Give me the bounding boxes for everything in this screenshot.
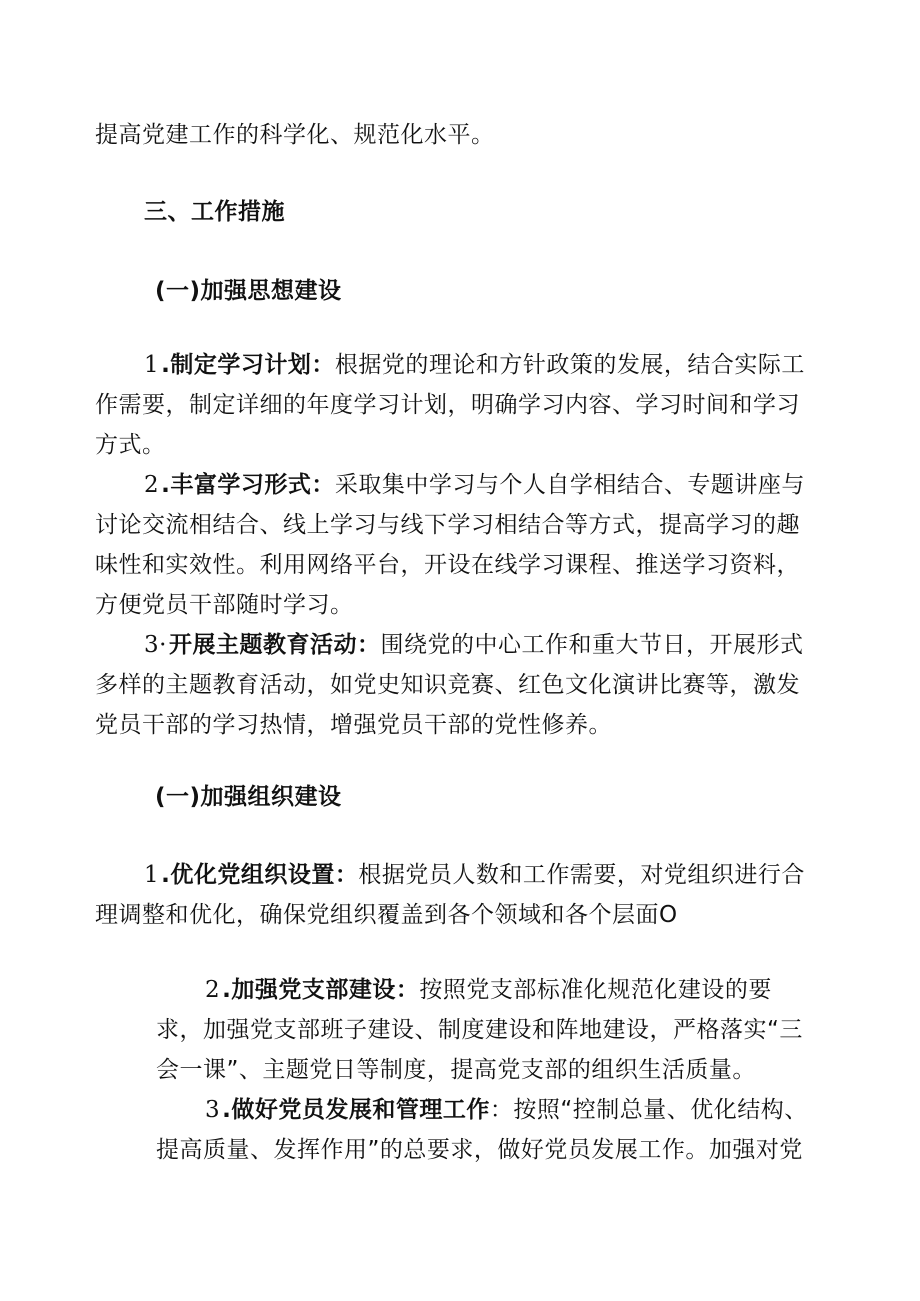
item-title: 开展主题教育活动：	[168, 632, 381, 658]
item-text: ：按照“控制总量、优化结构、提高质量、发挥作用”的总要求，做好党员发展工作。加强对党	[156, 1097, 808, 1163]
item-a3	[95, 625, 817, 745]
item-title: .制定学习计划：	[161, 352, 335, 378]
item-a2	[95, 465, 817, 625]
intro-line: 提高党建工作的科学化、规范化水平。	[95, 122, 495, 148]
item-number: 2	[205, 977, 221, 1003]
subsection-heading-organization: (一)加强组织建设	[155, 784, 342, 810]
item-title: .优化党组织设置：	[161, 862, 359, 888]
item-title: .丰富学习形式：	[161, 472, 335, 498]
item-text: 围绕党的中心工作和重大节日，开展形式多样的主题教育活动，如党史知识竞赛、红色文化演讲比赛等，激发党员干部的学习热情，增强党员干部的党性修养。	[95, 632, 804, 738]
subsection-heading-thought: (一)加强思想建设	[155, 278, 342, 304]
item-b3	[156, 1090, 818, 1170]
section-heading: 三、工作措施	[144, 199, 285, 225]
item-b2	[156, 970, 818, 1090]
item-a1	[95, 345, 817, 465]
item-number: 2	[144, 472, 160, 498]
item-text: 根据党员人数和工作需要，对党组织进行合理调整和优化，确保党组织覆盖到各个领域和各个层面O	[95, 862, 805, 928]
item-title: .加强党支部建设：	[222, 977, 420, 1003]
item-number: 3	[205, 1097, 221, 1123]
item-b1	[95, 855, 817, 935]
item-text: 按照党支部标准化规范化建设的要求，加强党支部班子建设、制度建设和阵地建设，严格落实“三会一课”、主题党日等制度，提高党支部的组织生活质量。	[156, 977, 803, 1083]
item-number: 1	[144, 352, 160, 378]
item-number: 1	[144, 862, 160, 888]
item-text: 根据党的理论和方针政策的发展，结合实际工作需要，制定详细的年度学习计划，明确学习内容、学习时间和学习方式。	[95, 352, 805, 458]
item-title: .做好党员发展和管理工作	[222, 1097, 490, 1123]
item-text: 采取集中学习与个人自学相结合、专题讲座与讨论交流相结合、线上学习与线下学习相结合等方式，提高学习的趣味性和实效性。利用网络平台，开设在线学习课程、推送学习资料，方便党员干部随时学习。	[95, 472, 805, 618]
item-number: 3·	[144, 632, 167, 658]
